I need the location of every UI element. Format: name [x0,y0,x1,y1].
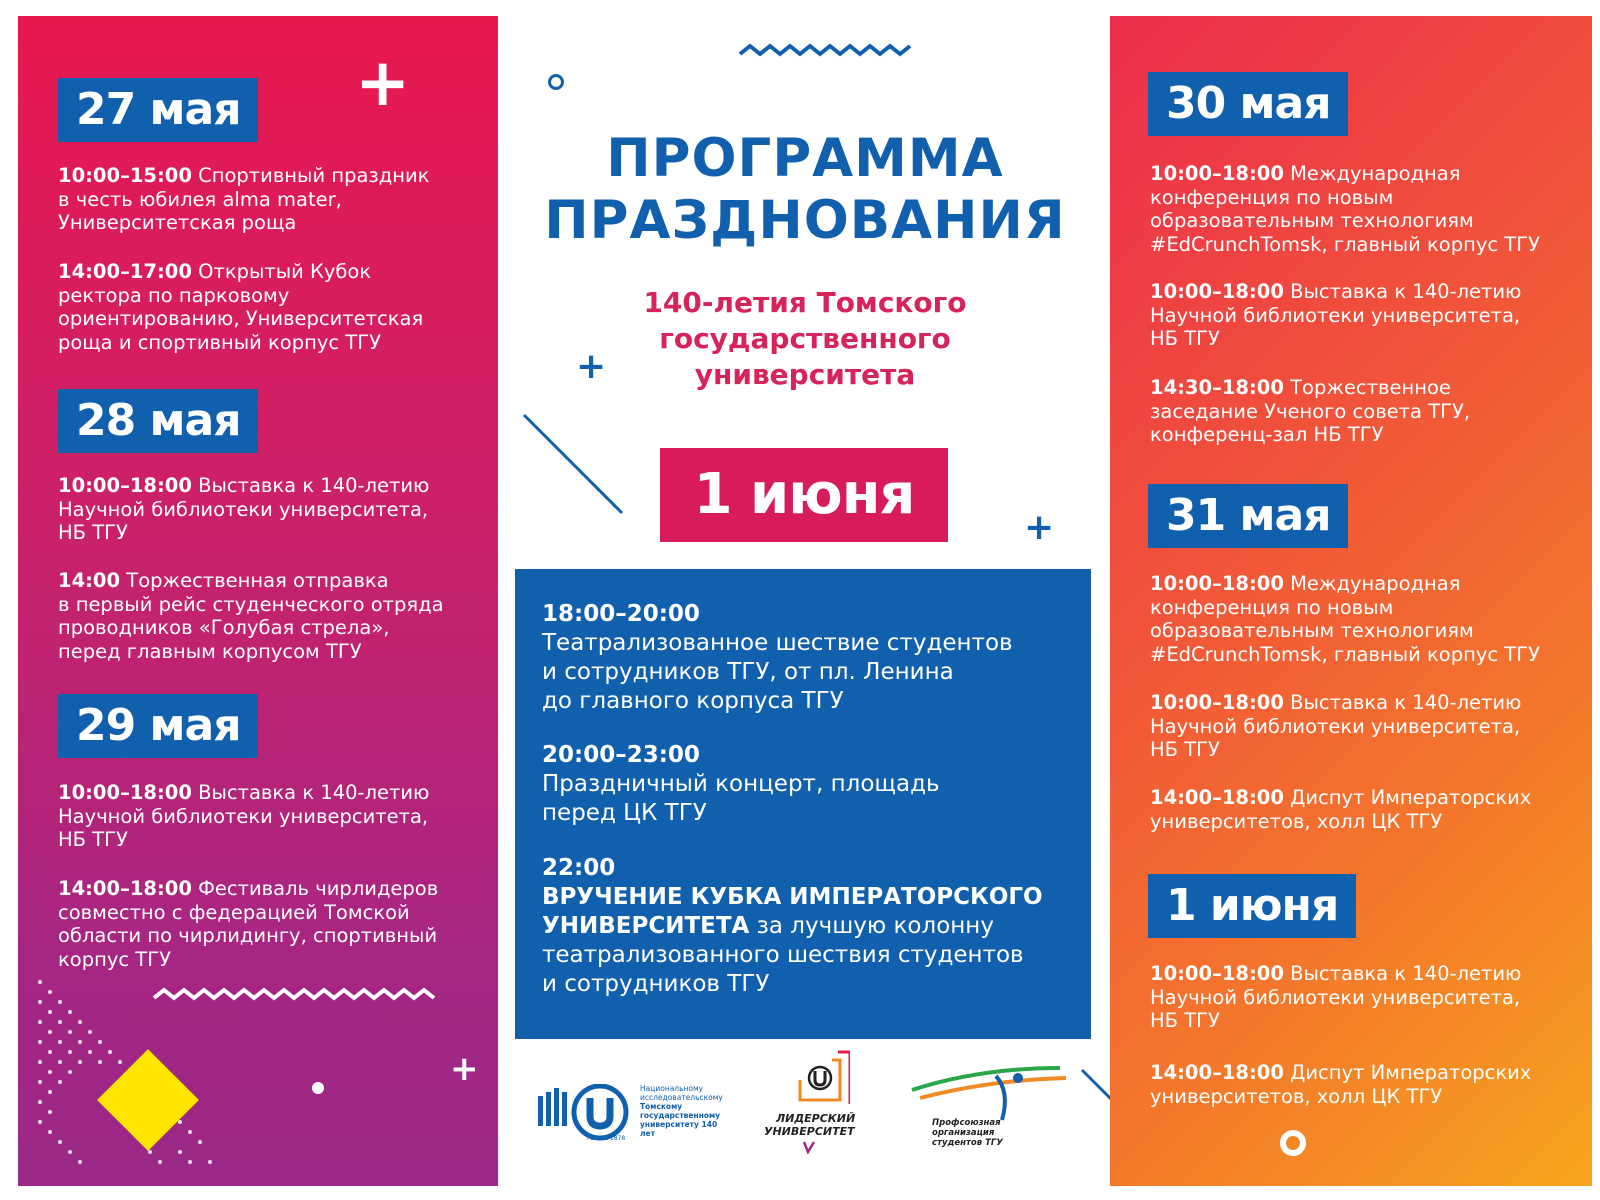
date-badge: 27 мая [58,78,258,142]
date-badge: 28 мая [58,389,258,453]
union-logo-text: Профсоюзная организация студентов ТГУ [932,1118,1003,1148]
program-item: 20:00–23:00 Праздничный концерт, площадь перед ЦК ТГУ [542,742,940,826]
diagonal-line-decoration [522,413,626,517]
leader-emblem-icon [790,1050,850,1108]
tsu-emblem-icon [536,1084,632,1142]
plus-icon: + [355,44,411,121]
date-badge: 1 июня [1148,874,1356,938]
date-badge: 29 мая [58,694,258,758]
left-schedule-panel [18,16,498,1186]
tsu-logo-text: Национальному исследовательскому Томскому государственному университету 140 лет [640,1084,723,1138]
program-item: 18:00–20:00 Театрализованное шествие студентов и сотрудников ТГУ, от пл. Ленина до главного корпуса ТГУ [542,601,1013,714]
tsu-logo: ТОМСК 1878 Национальному исследовательскому Томскому государственному университету 140 лет [536,1078,726,1148]
program-item: 22:00 ВРУЧЕНИЕ КУБКА ИМПЕРАТОРСКОГО УНИВЕРСИТЕТА за лучшую колонну театрализованного шествия студентов и сотрудников ТГУ [542,855,1043,997]
event-item: 10:00–18:00 Выставка к 140-летию Научной библиотеки университета, НБ ТГУ [1150,280,1522,350]
event-item: 14:00–17:00 Открытый Кубок ректора по парковому ориентированию, Университетская роща и спортивный корпус ТГУ [58,260,424,354]
event-item: 10:00–18:00 Международная конференция по новым образовательным технологиям #EdCrunchTomsk, главный корпус ТГУ [1150,572,1540,666]
event-item: 14:00–18:00 Диспут Императорских университетов, холл ЦК ТГУ [1150,786,1532,833]
zigzag-decoration [738,40,914,64]
main-program-box [515,569,1091,1039]
event-item: 10:00–18:00 Выставка к 140-летию Научной библиотеки университета, НБ ТГУ [1150,962,1522,1032]
ring-decoration [1280,1130,1306,1156]
event-item: 10:00–18:00 Выставка к 140-летию Научной библиотеки университета, НБ ТГУ [1150,691,1522,761]
event-item: 14:00–18:00 Диспут Императорских университетов, холл ЦК ТГУ [1150,1061,1532,1108]
event-item: 14:30–18:00 Торжественное заседание Ученого совета ТГУ, конференц-зал НБ ТГУ [1150,376,1471,446]
dot-decoration [312,1082,324,1094]
union-emblem-icon [910,1062,1070,1122]
event-item: 10:00–15:00 Спортивный праздник в честь юбилея alma mater, Университетская роща [58,164,430,234]
event-item: 10:00–18:00 Выставка к 140-летию Научной библиотеки университета, НБ ТГУ [58,474,430,544]
student-union-logo [910,1062,1070,1156]
page-title: ПРОГРАММА ПРАЗДНОВАНИЯ [544,128,1066,251]
center-date-badge: 1 июня [660,448,948,542]
leader-university-logo: ЛИДЕРСКИЙ УНИВЕРСИТЕТ [758,1050,888,1154]
date-badge: 31 мая [1148,484,1348,548]
plus-icon: + [450,1049,479,1089]
date-badge: 30 мая [1148,72,1348,136]
leader-underline-icon [802,1140,816,1154]
plus-icon: + [1024,507,1055,548]
event-item: 10:00–18:00 Международная конференция по новым образовательным технологиям #EdCrunchTomsk, главный корпус ТГУ [1150,162,1540,256]
page-subtitle: 140-летия Томского государственного университета [643,286,967,391]
right-schedule-panel [1110,16,1592,1186]
event-item: 10:00–18:00 Выставка к 140-летию Научной библиотеки университета, НБ ТГУ [58,781,430,851]
plus-icon: + [576,346,607,387]
event-item: 14:00–18:00 Фестиваль чирлидеров совместно с федерацией Томской области по чирлидингу, спортивный корпус ТГУ [58,877,439,971]
event-item: 14:00 Торжественная отправка в первый рейс студенческого отряда проводников «Голубая стрела», перед главным корпусом ТГУ [58,569,444,663]
ring-decoration [548,74,564,90]
